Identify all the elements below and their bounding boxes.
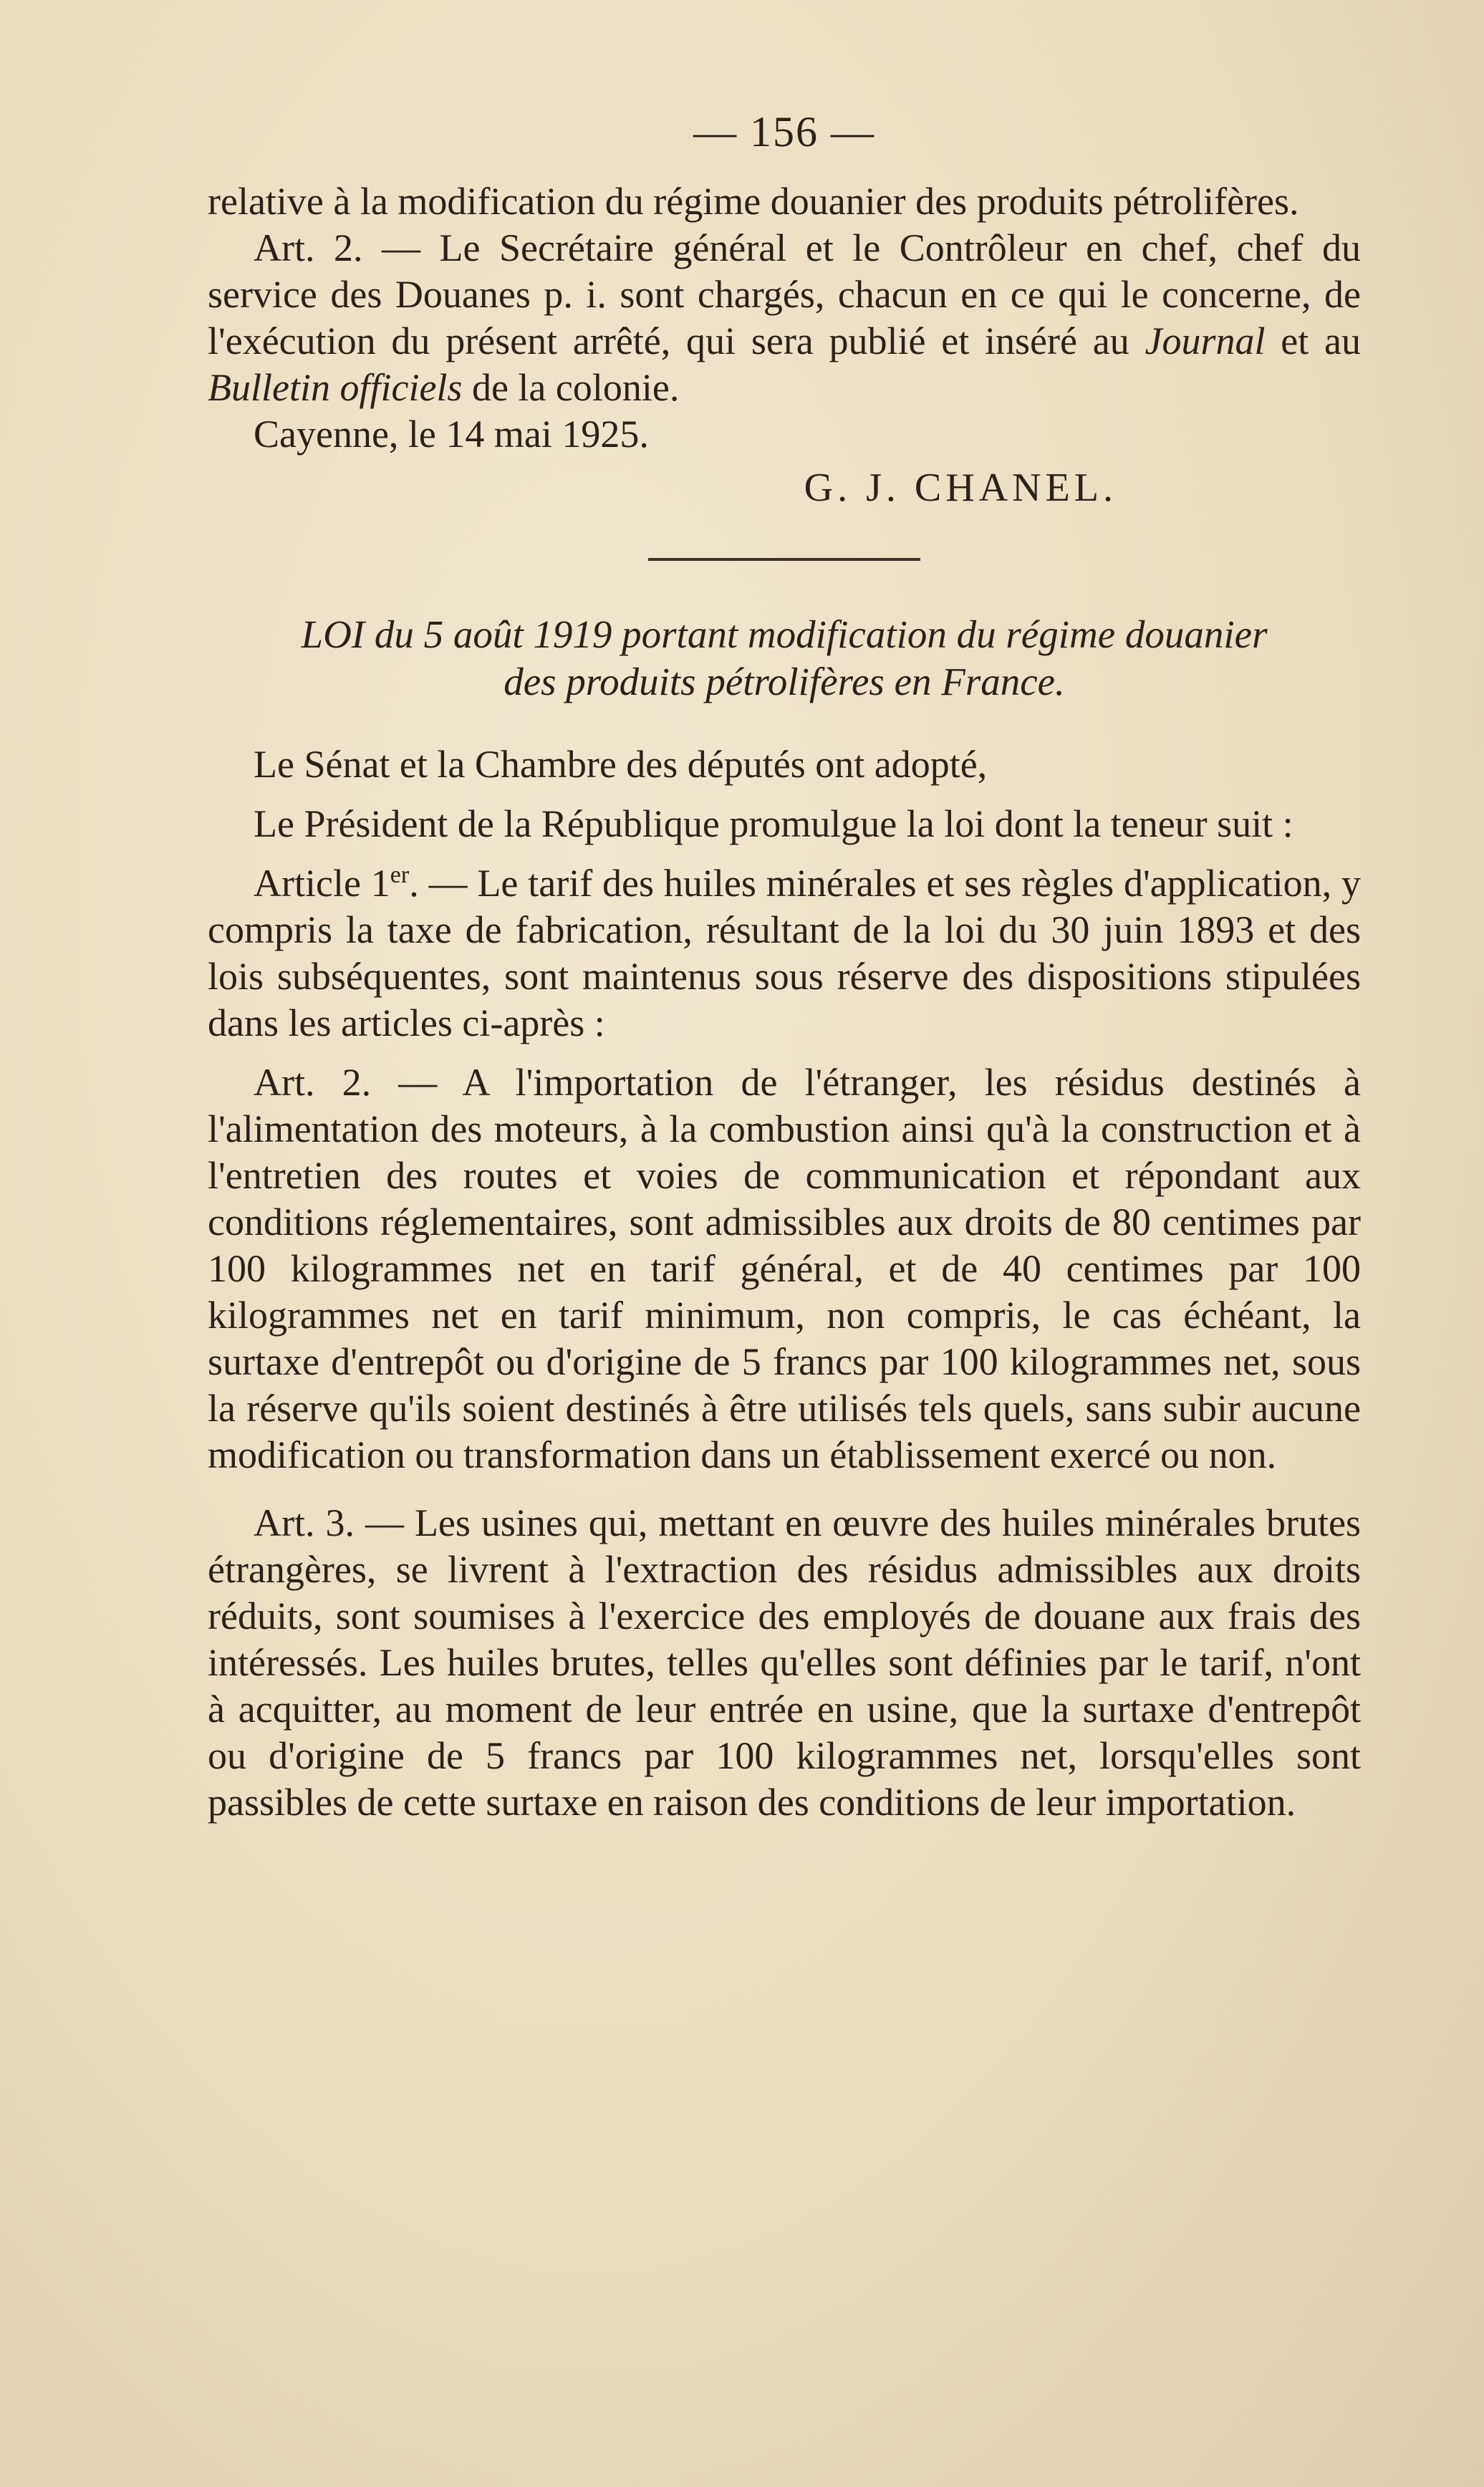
decree-continuation: relative à la modification du régime douanier des produits pétrolifères.: [208, 180, 1299, 223]
article-1-label: Article 1: [254, 862, 390, 905]
decree-article-2-text: Art. 2. — Le Secrétaire général et le Contrôleur en chef, chef du service des Douanes p. i. sont chargés, chacun en ce qui le concerne, de l'exécution du présent arrêté, qui sera publié et inséré au: [208, 226, 1361, 362]
decree-article-2-mid: et au: [1265, 319, 1361, 362]
article-1-superscript: er: [390, 862, 410, 888]
law-title: [208, 611, 1361, 706]
page-content: [208, 107, 1361, 1826]
law-preamble-president: Le Président de la République promulgue la loi dont la teneur suit :: [254, 802, 1293, 845]
signature: G. J. CHANEL.: [804, 466, 1117, 510]
journal-ref: Journal: [1145, 319, 1266, 362]
bulletin-ref: Bulletin officiels: [208, 366, 463, 409]
decree-article-2-end: de la colonie.: [462, 366, 680, 409]
law-article-2: Art. 2. — A l'importation de l'étranger, les résidus destinés à l'alimentation des moteurs, à la combustion ainsi qu'à la construction et à l'entretien des routes et voies de communication et répondant aux conditions réglementaires, sont admissibles aux droits de 80 centimes par 100 kilogrammes net en tarif général, et de 40 centimes par 100 kilogrammes net en tarif minimum, non compris, le cas échéant, la surtaxe d'entrepôt ou d'origine de 5 francs par 100 kilogrammes net, sous la réserve qu'ils soient destinés à être utilisés tels quels, sans subir aucune modification ou transformation dans un établissement exercé ou non.: [208, 1061, 1361, 1476]
decree-date: Cayenne, le 14 mai 1925.: [254, 413, 649, 456]
article-1-text: . — Le tarif des huiles minérales et ses règles d'application, y compris la taxe de fabrication, résultant de la loi du 30 juin 1893 et des lois subséquentes, sont maintenus sous réserve des dispositions stipulées dans les articles ci-après :: [208, 862, 1361, 1044]
law-article-3: Art. 3. — Les usines qui, mettant en œuvre des huiles minérales brutes étrangères, se livrent à l'extraction des résidus admissibles aux droits réduits, sont soumises à l'exercice des employés de douane aux frais des intéressés. Les huiles brutes, telles qu'elles sont définies par le tarif, n'ont à acquitter, au moment de leur entrée en usine, que la surtaxe d'entrepôt ou d'origine de 5 francs par 100 kilogrammes net, lorsqu'elles sont passibles de cette surtaxe en raison des conditions de leur importation.: [208, 1501, 1361, 1824]
decree-article-2: [208, 225, 1361, 411]
law-title-line-2: des produits pétrolifères en France.: [504, 660, 1065, 703]
section-divider: [648, 558, 920, 561]
law-article-1: [208, 860, 1361, 1047]
law-title-line-1: LOI du 5 août 1919 portant modification du régime douanier: [301, 612, 1268, 656]
law-preamble-senate: Le Sénat et la Chambre des députés ont adopté,: [254, 743, 988, 786]
page-number: — 156 —: [693, 108, 875, 155]
